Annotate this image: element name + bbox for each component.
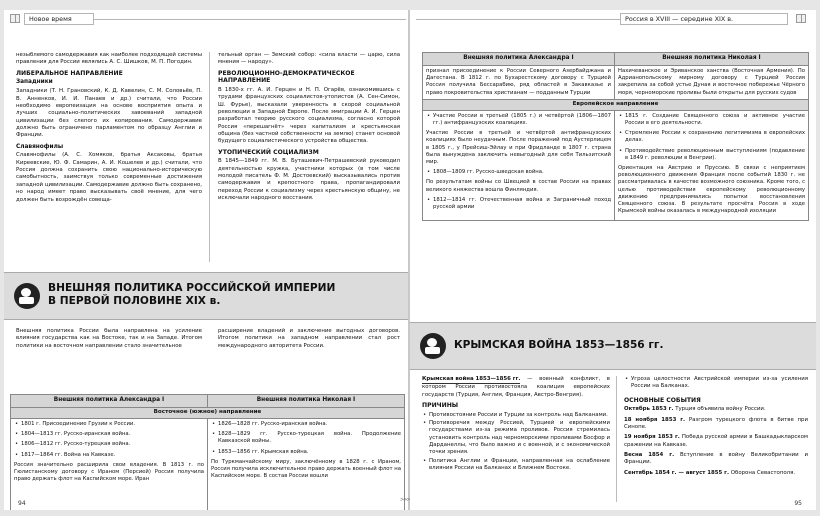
section-heading: ОСНОВНЫЕ СОБЫТИЯ: [624, 396, 701, 404]
list-item: • • Политика Англии и Франции, направленная на ослабление влияния России на Балканах и Ближнем Востоке.: [422, 458, 610, 473]
header-rule: [416, 19, 620, 20]
section-heading: РЕВОЛЮЦИОННО-ДЕМОКРАТИЧЕСКОЕ НАПРАВЛЕНИЕ: [218, 69, 355, 85]
right-page: [410, 10, 816, 510]
banner-title: КРЫМСКАЯ ВОЙНА 1853—1856 гг.: [454, 339, 664, 351]
list-item: • • Угроза целостности Австрийской империи из-за усиления России на Балканах.: [624, 376, 808, 391]
paragraph: В 1830-х гг. А. И. Герцен и Н. П. Огарёв, ознакомившись с трудами французских социалистов-утопистов (А. Сен-Симон, Ш. Фурье), высказали уверенность в скорой социальной революции в Западной Европе. После эмиграции А. И. Герцен разработал теорию русского социализма, согласно которой Россия «перешагнёт» через капитализм и крестьянская община (без частной собственности на землю) станет основой будущего социалистического устройства общества.: [218, 86, 400, 145]
event-list: [426, 113, 611, 127]
chapter-banner: [4, 272, 410, 320]
list-item: • 1804—1813 гг. Русско-иранская война.: [14, 431, 204, 438]
subsection-heading: Западники: [16, 79, 53, 86]
book-icon: [10, 14, 20, 23]
banner-title: ВНЕШНЯЯ ПОЛИТИКА РОССИЙСКОЙ ИМПЕРИИ В ПЕРВОЙ ПОЛОВИНЕ XIX в.: [48, 282, 336, 307]
table-cell-alexander: [11, 419, 208, 511]
section-heading: ПРИЧИНЫ: [422, 402, 459, 410]
list-item: • Противодействие революционным выступлениям (подавление в 1849 г. революции в Венгрии).: [618, 148, 805, 162]
paragraph: незыблемого самодержавия как наиболее подходящей системы правления для России являлись А. С. Шишков, М. П. Погодин.: [16, 52, 202, 66]
list-item: • Участие России в третьей (1805 г.) и четвёртой (1806—1807 гг.) антифранцузских коалициях.: [426, 113, 611, 127]
definition: — военный конфликт, в котором России противостояла коалиция европейских государств (Турция, Англия, Франция, Австро-Венгрия).: [422, 376, 610, 398]
list-item: • 1853—1856 гг. Крымская война.: [211, 449, 401, 456]
event-entry: [624, 417, 808, 432]
table-cell-nicholas: [208, 419, 405, 511]
event-list: [211, 421, 401, 456]
event-list: [618, 113, 805, 162]
paragraph: По результатам войны со Швецией в состав России на правах великого княжества вошла Финляндия.: [426, 179, 611, 193]
foreign-policy-table: [10, 394, 405, 510]
paragraph: Западники (Т. Н. Грановский, К. Д. Кавелин, С. М. Соловьёв, П. В. Анненков, И. И. Панаев и др.) считали, что России необходимо европеизация на основе восприятия опыта и лучших социально-политических завоеваний западной цивилизации без слепого их копирования. Самодержавие должно быть ограничено парламентом по образцу Англии и Франции.: [16, 88, 202, 139]
table-cell-alexander: [423, 110, 615, 221]
table-header-nicholas: Внешняя политика Николая I: [615, 53, 809, 66]
event-date: 19 ноября 1853 г.: [624, 434, 680, 441]
left-page: [4, 10, 410, 510]
left-col-1: [16, 52, 202, 262]
paragraph: расширение владений и заключение выгодных договоров. Итогом политики на западном направлении стал рост международного авторитета России.: [218, 328, 400, 349]
event-text: Турция объявила войну России.: [673, 406, 766, 413]
section-heading: УТОПИЧЕСКИЙ СОЦИАЛИЗМ: [218, 148, 319, 156]
list-item: • 1828—1829 гг. Русско-турецкая война. Продолжение Кавказской войны.: [211, 431, 401, 445]
page-number: 95: [794, 499, 802, 507]
table-header-alexander: Внешняя политика Александра I: [11, 395, 208, 408]
list-item: • • Противостояние России и Турции за контроль над Балканами.: [422, 412, 610, 419]
column-divider: [209, 52, 210, 262]
event-text: Вступление в войну Великобритании и Франции.: [624, 452, 808, 466]
list-item: • Стремление России к сохранению легитимизма в европейских делах.: [618, 130, 805, 144]
event-list: [14, 421, 204, 459]
event-entry: [624, 452, 808, 467]
list-item: • 1806—1812 гг. Русско-турецкая война.: [14, 441, 204, 448]
header-title: Россия в XVIII — середине XIX в.: [620, 13, 788, 25]
table-cell-nicholas: [615, 110, 809, 221]
book-icon: [796, 14, 806, 23]
list-item: • • Противоречия между Россией, Турцией и европейскими государствами из-за режима проливов. Россия стремилась установить контроль над черноморскими проливами Босфор и Дарданеллы, что было важно и с военной, и с экономической точки зрения.: [422, 420, 610, 457]
reader-icon: [14, 283, 40, 309]
page-number: 94: [18, 499, 26, 507]
section-heading: ЛИБЕРАЛЬНОЕ НАПРАВЛЕНИЕ: [16, 69, 123, 77]
event-entry: [624, 434, 808, 449]
lower-col-2: [218, 328, 400, 368]
event-date: Октябрь 1853 г.: [624, 406, 674, 413]
list-item: • 1817—1864 гг. Война на Кавказе.: [14, 452, 204, 459]
list-item: • 1812—1814 гг. Отечественная война и Заграничный поход русской армии: [426, 197, 611, 211]
event-text: Оборона Севастополя.: [729, 469, 796, 476]
paragraph: Внешняя политика России была направлена на усиление влияния государства как на Востоке, так и на Западе. Итогом политики на восточном направлении стало значительное: [16, 328, 202, 349]
event-list: [426, 197, 611, 211]
right-page-header: [410, 10, 816, 30]
list-item: • 1815 г. Создание Священного союза и активное участие России в его деятельности.: [618, 113, 805, 127]
paragraph: Славянофилы (А. С. Хомяков, братья Аксаковы, братья Киреевские, Ю. Ф. Самарин, А. И. Кошелев и др.) считали, что Россия должна сохранить свою национально-историческую самобытность, заимствуя только современные достижения западной цивилизации. Самодержавие должно быть сохранено, но народ имеет право высказывать своё мнение, для чего должен быть возрождён совеща-: [16, 152, 202, 203]
table-section-east: Восточное (южное) направление: [11, 408, 405, 419]
table-cell-alexander: признал присоединение к России Северного Азербайджана и Дагестана. В 1812 г. по Бухарестскому договору с Турцией Россия получила Бессарабию, ряд областей в Закавказье и право покровительства христианам — подданным Турции: [423, 66, 615, 100]
paragraph: По Туркманчайскому миру, заключённому в 1828 г. с Ираном, Россия получила исключительное право держать военный флот на Каспийском море. В состав России вошли: [211, 458, 401, 480]
continue-arrows: >>>: [400, 497, 410, 503]
subsection-heading: Славянофилы: [16, 143, 64, 150]
left-col-2: [218, 52, 400, 262]
left-page-header: [4, 10, 410, 30]
paragraph: Россия значительно расширила свои владения. В 1813 г. по Гюлистанскому договору с Ираном (Персией) Россия получила право держать флот на Каспийском море. Иран: [14, 461, 204, 483]
column-divider: [616, 376, 617, 502]
table-header-alexander: Внешняя политика Александра I: [423, 53, 615, 66]
event-date: Весна 1854 г.: [624, 452, 675, 459]
chapter-banner: [410, 322, 816, 370]
lower-col-1: [16, 328, 202, 368]
event-entry: [624, 470, 808, 477]
paragraph: В 1845—1849 гг. М. В. Буташевич-Петрашевский руководил деятельностью кружка, участники которых (в том числе молодой писатель Ф. М. Достоевский) высказывались против самодержавия и крепостного права, пропагандировали переход России к социализму через крестьянскую общину, не исключали народного восстания.: [218, 158, 400, 201]
event-text: Разгром турецкого флота в битве при Синопе.: [624, 416, 808, 430]
header-title: Новое время: [24, 13, 94, 25]
crimea-col-2: [624, 376, 808, 506]
list-item: • 1808—1809 гг. Русско-шведская война.: [426, 169, 611, 176]
event-list: [426, 169, 611, 176]
reader-icon: [420, 333, 446, 359]
paragraph: Ориентация на Австрию и Пруссию. В связи с неприятием революционного движения Франция после событий 1830 г. не рассматривалась в качестве возможного союзника. Кроме того, с целью противодействия европейскому революционному движению предпринимались попытки восстановления Священного союза. В результате просчёта Россия в ходе Крымской войны оказалась в международной изоляции: [618, 165, 805, 215]
term: Крымская война 1853—1856 гг.: [422, 376, 520, 384]
causes-list: [422, 412, 610, 473]
event-date: Сентябрь 1854 г. — август 1855 г.: [624, 469, 730, 476]
table-section-europe: Европейское направление: [423, 99, 809, 110]
event-date: 18 ноября 1853 г.: [624, 416, 686, 423]
causes-list: [624, 376, 808, 391]
paragraph: тельный орган — Земский собор: «сила власти — царю, сила мнения — народу».: [218, 52, 400, 66]
table-header-nicholas: Внешняя политика Николая I: [208, 395, 405, 408]
list-item: • 1826—1828 гг. Русско-иранская война.: [211, 421, 401, 428]
list-item: • 1801 г. Присоединение Грузии к России.: [14, 421, 204, 428]
table-cell-nicholas: Нахичеванское и Эриванское ханства (Восточная Армения). По Адрианопольскому мирному договору с Турцией Россия закрепила за собой устье Дуная и восточное побережье Чёрного моря, черноморские проливы были открыты для русских судов: [615, 66, 809, 100]
paragraph: Участие России в третьей и четвёртой антифранцузских коалициях было неудачным. После поражений под Аустерлицем в 1805 г., у Прейсиш-Эйлау и при Фридланде в 1807 г. страна была вынуждена заключить невыгодный для себя Тильзитский мир.: [426, 130, 611, 166]
header-rule: [94, 19, 406, 20]
crimea-col-1: [422, 376, 610, 506]
event-entry: [624, 406, 808, 413]
events-list: [624, 406, 808, 477]
event-text: Победа русской армии в Башкадыкларском сражении на Кавказе.: [624, 434, 808, 448]
paragraph: [422, 376, 610, 399]
foreign-policy-table-continued: [422, 52, 809, 221]
